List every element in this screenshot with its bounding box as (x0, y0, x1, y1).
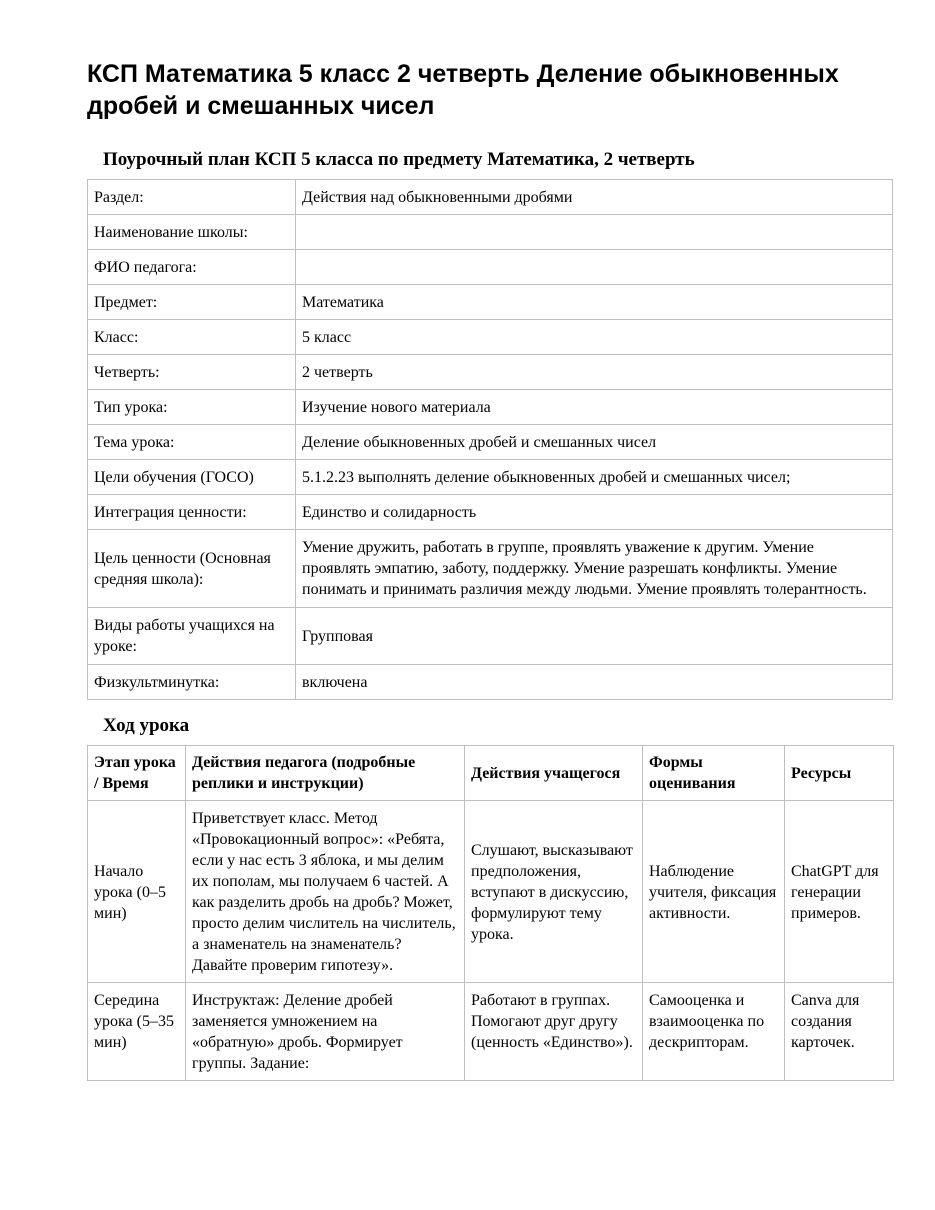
info-row-section (88, 180, 893, 215)
info-row-topic (88, 425, 893, 460)
assessment-cell: Самооценка и взаимооценка по дескрипторам. (643, 983, 785, 1081)
assessment-cell: Наблюдение учителя, фиксация активности. (643, 801, 785, 983)
column-header: Действия педагога (подробные реплики и инструкции) (186, 746, 465, 801)
document-title: КСП Математика 5 класс 2 четверть Деление обыкновенных дробей и смешанных чисел (87, 60, 839, 120)
info-row-value-integration (88, 495, 893, 530)
info-row-goals (88, 460, 893, 495)
student-actions-cell: Работают в группах. Помогают друг другу (ценность «Единство»). (465, 983, 643, 1081)
resources-cell: Canva для создания карточек. (785, 983, 894, 1081)
info-value: Действия над обыкновенными дробями (296, 180, 893, 215)
info-row-exercise-break (88, 665, 893, 700)
column-header: Действия учащегося (465, 746, 643, 801)
info-label: Интеграция ценности: (88, 495, 296, 530)
table-row (88, 801, 894, 983)
lesson-heading: Ход урока (103, 715, 190, 736)
info-label: Цель ценности (Основная средняя школа): (88, 530, 296, 608)
info-label: Тип урока: (88, 390, 296, 425)
info-label: Виды работы учащихся на уроке: (88, 608, 296, 665)
info-row-quarter (88, 355, 893, 390)
info-value: Умение дружить, работать в группе, проявлять уважение к другим. Умение проявлять эмпатию, заботу, поддержку. Умение разрешать конфликты. Умение понимать и принимать различия между людьми. Умение проявлять толерантность. (296, 530, 893, 608)
teacher-actions-cell: Инструктаж: Деление дробей заменяется умножением на «обратную» дробь. Формирует группы. Задание: (186, 983, 465, 1081)
info-label: Раздел: (88, 180, 296, 215)
info-label: Физкультминутка: (88, 665, 296, 700)
stage-cell: Середина урока (5–35 мин) (88, 983, 186, 1081)
info-row-subject (88, 285, 893, 320)
info-row-grade (88, 320, 893, 355)
lesson-flow-table (87, 745, 894, 1081)
plan-heading: Поурочный план КСП 5 класса по предмету Математика, 2 четверть (103, 149, 695, 170)
info-value: включена (296, 665, 893, 700)
info-row-teacher (88, 250, 893, 285)
resources-cell: ChatGPT для генерации примеров. (785, 801, 894, 983)
info-label: ФИО педагога: (88, 250, 296, 285)
lesson-table-header (88, 746, 894, 801)
lesson-info-table (87, 179, 893, 700)
info-row-value-goal (88, 530, 893, 608)
info-label: Предмет: (88, 285, 296, 320)
info-value: Математика (296, 285, 893, 320)
column-header: Ресурсы (785, 746, 894, 801)
info-value: Групповая (296, 608, 893, 665)
info-value: Деление обыкновенных дробей и смешанных чисел (296, 425, 893, 460)
column-header: Этап урока / Время (88, 746, 186, 801)
info-label: Четверть: (88, 355, 296, 390)
info-value: 5 класс (296, 320, 893, 355)
document-page (87, 58, 893, 1081)
info-value (296, 215, 893, 250)
info-label: Тема урока: (88, 425, 296, 460)
info-value: Единство и солидарность (296, 495, 893, 530)
table-row (88, 983, 894, 1081)
stage-cell: Начало урока (0–5 мин) (88, 801, 186, 983)
info-label: Цели обучения (ГОСО) (88, 460, 296, 495)
info-label: Наименование школы: (88, 215, 296, 250)
teacher-actions-cell: Приветствует класс. Метод «Провокационный вопрос»: «Ребята, если у нас есть 3 яблока, и мы делим их пополам, мы получаем 6 частей. А как разделить дробь на дробь? Может, просто делим числитель на числитель, а знаменатель на знаменатель? Давайте проверим гипотезу». (186, 801, 465, 983)
info-value: 5.1.2.23 выполнять деление обыкновенных дробей и смешанных чисел; (296, 460, 893, 495)
info-value (296, 250, 893, 285)
info-row-school (88, 215, 893, 250)
info-row-work-types (88, 608, 893, 665)
info-row-lesson-type (88, 390, 893, 425)
column-header: Формы оценивания (643, 746, 785, 801)
info-value: 2 четверть (296, 355, 893, 390)
info-label: Класс: (88, 320, 296, 355)
info-value: Изучение нового материала (296, 390, 893, 425)
student-actions-cell: Слушают, высказывают предположения, вступают в дискуссию, формулируют тему урока. (465, 801, 643, 983)
